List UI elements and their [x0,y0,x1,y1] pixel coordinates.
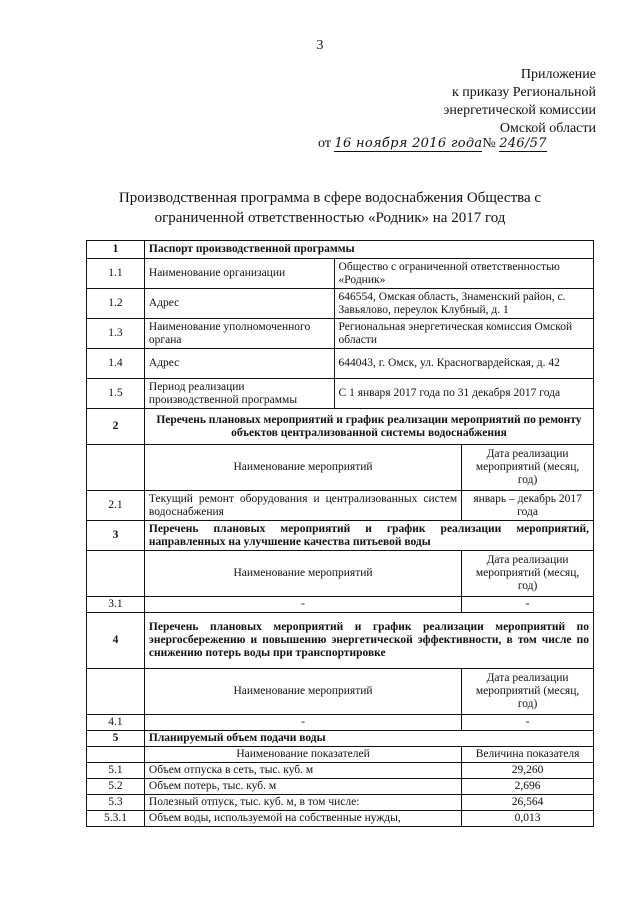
program-table [86,240,594,827]
column-header: Наименование мероприятий [144,669,461,715]
row-label: Адрес [144,349,334,379]
empty-cell [87,551,145,597]
section-heading: Планируемый объем подачи воды [144,731,593,747]
row-number: 2 [87,409,145,445]
table-row [87,379,594,409]
order-date-line [318,136,547,152]
row-value: - [462,715,594,731]
row-label: Текущий ремонт оборудования и централизованных систем водоснабжения [144,491,461,521]
empty-cell [87,747,145,763]
column-header-row [87,551,594,597]
section-row [87,241,594,259]
section-row [87,731,594,747]
row-number: 1.3 [87,319,145,349]
page-number: 3 [316,38,324,53]
appendix-line: энергетической комиссии [443,103,596,118]
row-number: 1.1 [87,259,145,289]
row-label: Наименование организации [144,259,334,289]
row-value: 646554, Омская область, Знаменский район, с. Завьялово, переулок Клубный, д. 1 [334,289,593,319]
appendix-block [443,66,596,138]
row-number: 3.1 [87,597,145,613]
row-value: январь – декабрь 2017 года [462,491,594,521]
appendix-line: Омской области [499,121,596,136]
row-label: Объем воды, используемой на собственные нужды, [144,811,461,827]
section-row [87,521,594,551]
table-row [87,491,594,521]
row-number: 5.2 [87,779,145,795]
table-row [87,597,594,613]
table-row [87,349,594,379]
row-number: 5 [87,731,145,747]
column-header: Дата реализации мероприятий (месяц, год) [462,445,594,491]
column-header-row [87,669,594,715]
row-label: Объем отпуска в сеть, тыс. куб. м [144,763,461,779]
row-value: - [462,597,594,613]
row-value: 644043, г. Омск, ул. Красногвардейская, д. 42 [334,349,593,379]
table-row [87,779,594,795]
column-header: Величина показателя [462,747,594,763]
table-row [87,811,594,827]
row-value: 29,260 [462,763,594,779]
row-value: Общество с ограниченной ответственностью «Родник» [334,259,593,289]
column-header: Дата реализации мероприятий (месяц, год) [462,551,594,597]
table-row [87,289,594,319]
empty-cell [87,669,145,715]
section-heading: Перечень плановых мероприятий и график реализации мероприятий по ремонту объектов централизованной системы водоснабжения [144,409,593,445]
handwritten-number: 246/57 [499,136,547,151]
title-line: Производственная программа в сфере водоснабжения Общества с [118,190,542,206]
row-label: Период реализации производственной программы [144,379,334,409]
row-label: - [144,715,461,731]
row-value: 2,696 [462,779,594,795]
row-label: Наименование уполномоченного органа [144,319,334,349]
row-number: 1.4 [87,349,145,379]
table-row [87,319,594,349]
row-value: 26,564 [462,795,594,811]
row-label: - [144,597,461,613]
empty-cell [87,445,145,491]
column-header-row [87,445,594,491]
section-row [87,409,594,445]
row-number: 4.1 [87,715,145,731]
row-number: 1 [87,241,145,259]
column-header: Наименование мероприятий [144,445,461,491]
row-label: Адрес [144,289,334,319]
table-row [87,259,594,289]
column-header: Дата реализации мероприятий (месяц, год) [462,669,594,715]
number-label: № [482,136,496,151]
handwritten-date: 16 ноября 2016 года [334,136,483,151]
column-header-row [87,747,594,763]
appendix-line: Приложение [520,67,596,82]
row-number: 5.3 [87,795,145,811]
row-value: С 1 января 2017 года по 31 декабря 2017 года [334,379,593,409]
row-number: 5.3.1 [87,811,145,827]
row-number: 1.5 [87,379,145,409]
row-value: Региональная энергетическая комиссия Омской области [334,319,593,349]
row-number: 1.2 [87,289,145,319]
row-label: Полезный отпуск, тыс. куб. м, в том числе: [144,795,461,811]
document-title [80,188,580,228]
section-heading: Перечень плановых мероприятий и график реализации мероприятий, направленных на улучшение качества питьевой воды [144,521,593,551]
section-heading: Паспорт производственной программы [144,241,593,259]
section-row [87,613,594,669]
row-number: 2.1 [87,491,145,521]
row-number: 3 [87,521,145,551]
table-row [87,795,594,811]
appendix-line: к приказу Региональной [451,85,596,100]
row-number: 4 [87,613,145,669]
row-number: 5.1 [87,763,145,779]
title-line: ограниченной ответственностью «Родник» на 2017 год [154,210,506,226]
section-heading: Перечень плановых мероприятий и график реализации мероприятий по энергосбережению и повышению энергетической эффективности, в том числе по снижению потерь воды при транспортировке [144,613,593,669]
row-value: 0,013 [462,811,594,827]
table-row [87,763,594,779]
table-row [87,715,594,731]
from-label: от [318,136,331,151]
column-header: Наименование мероприятий [144,551,461,597]
row-label: Объем потерь, тыс. куб. м [144,779,461,795]
column-header: Наименование показателей [144,747,461,763]
